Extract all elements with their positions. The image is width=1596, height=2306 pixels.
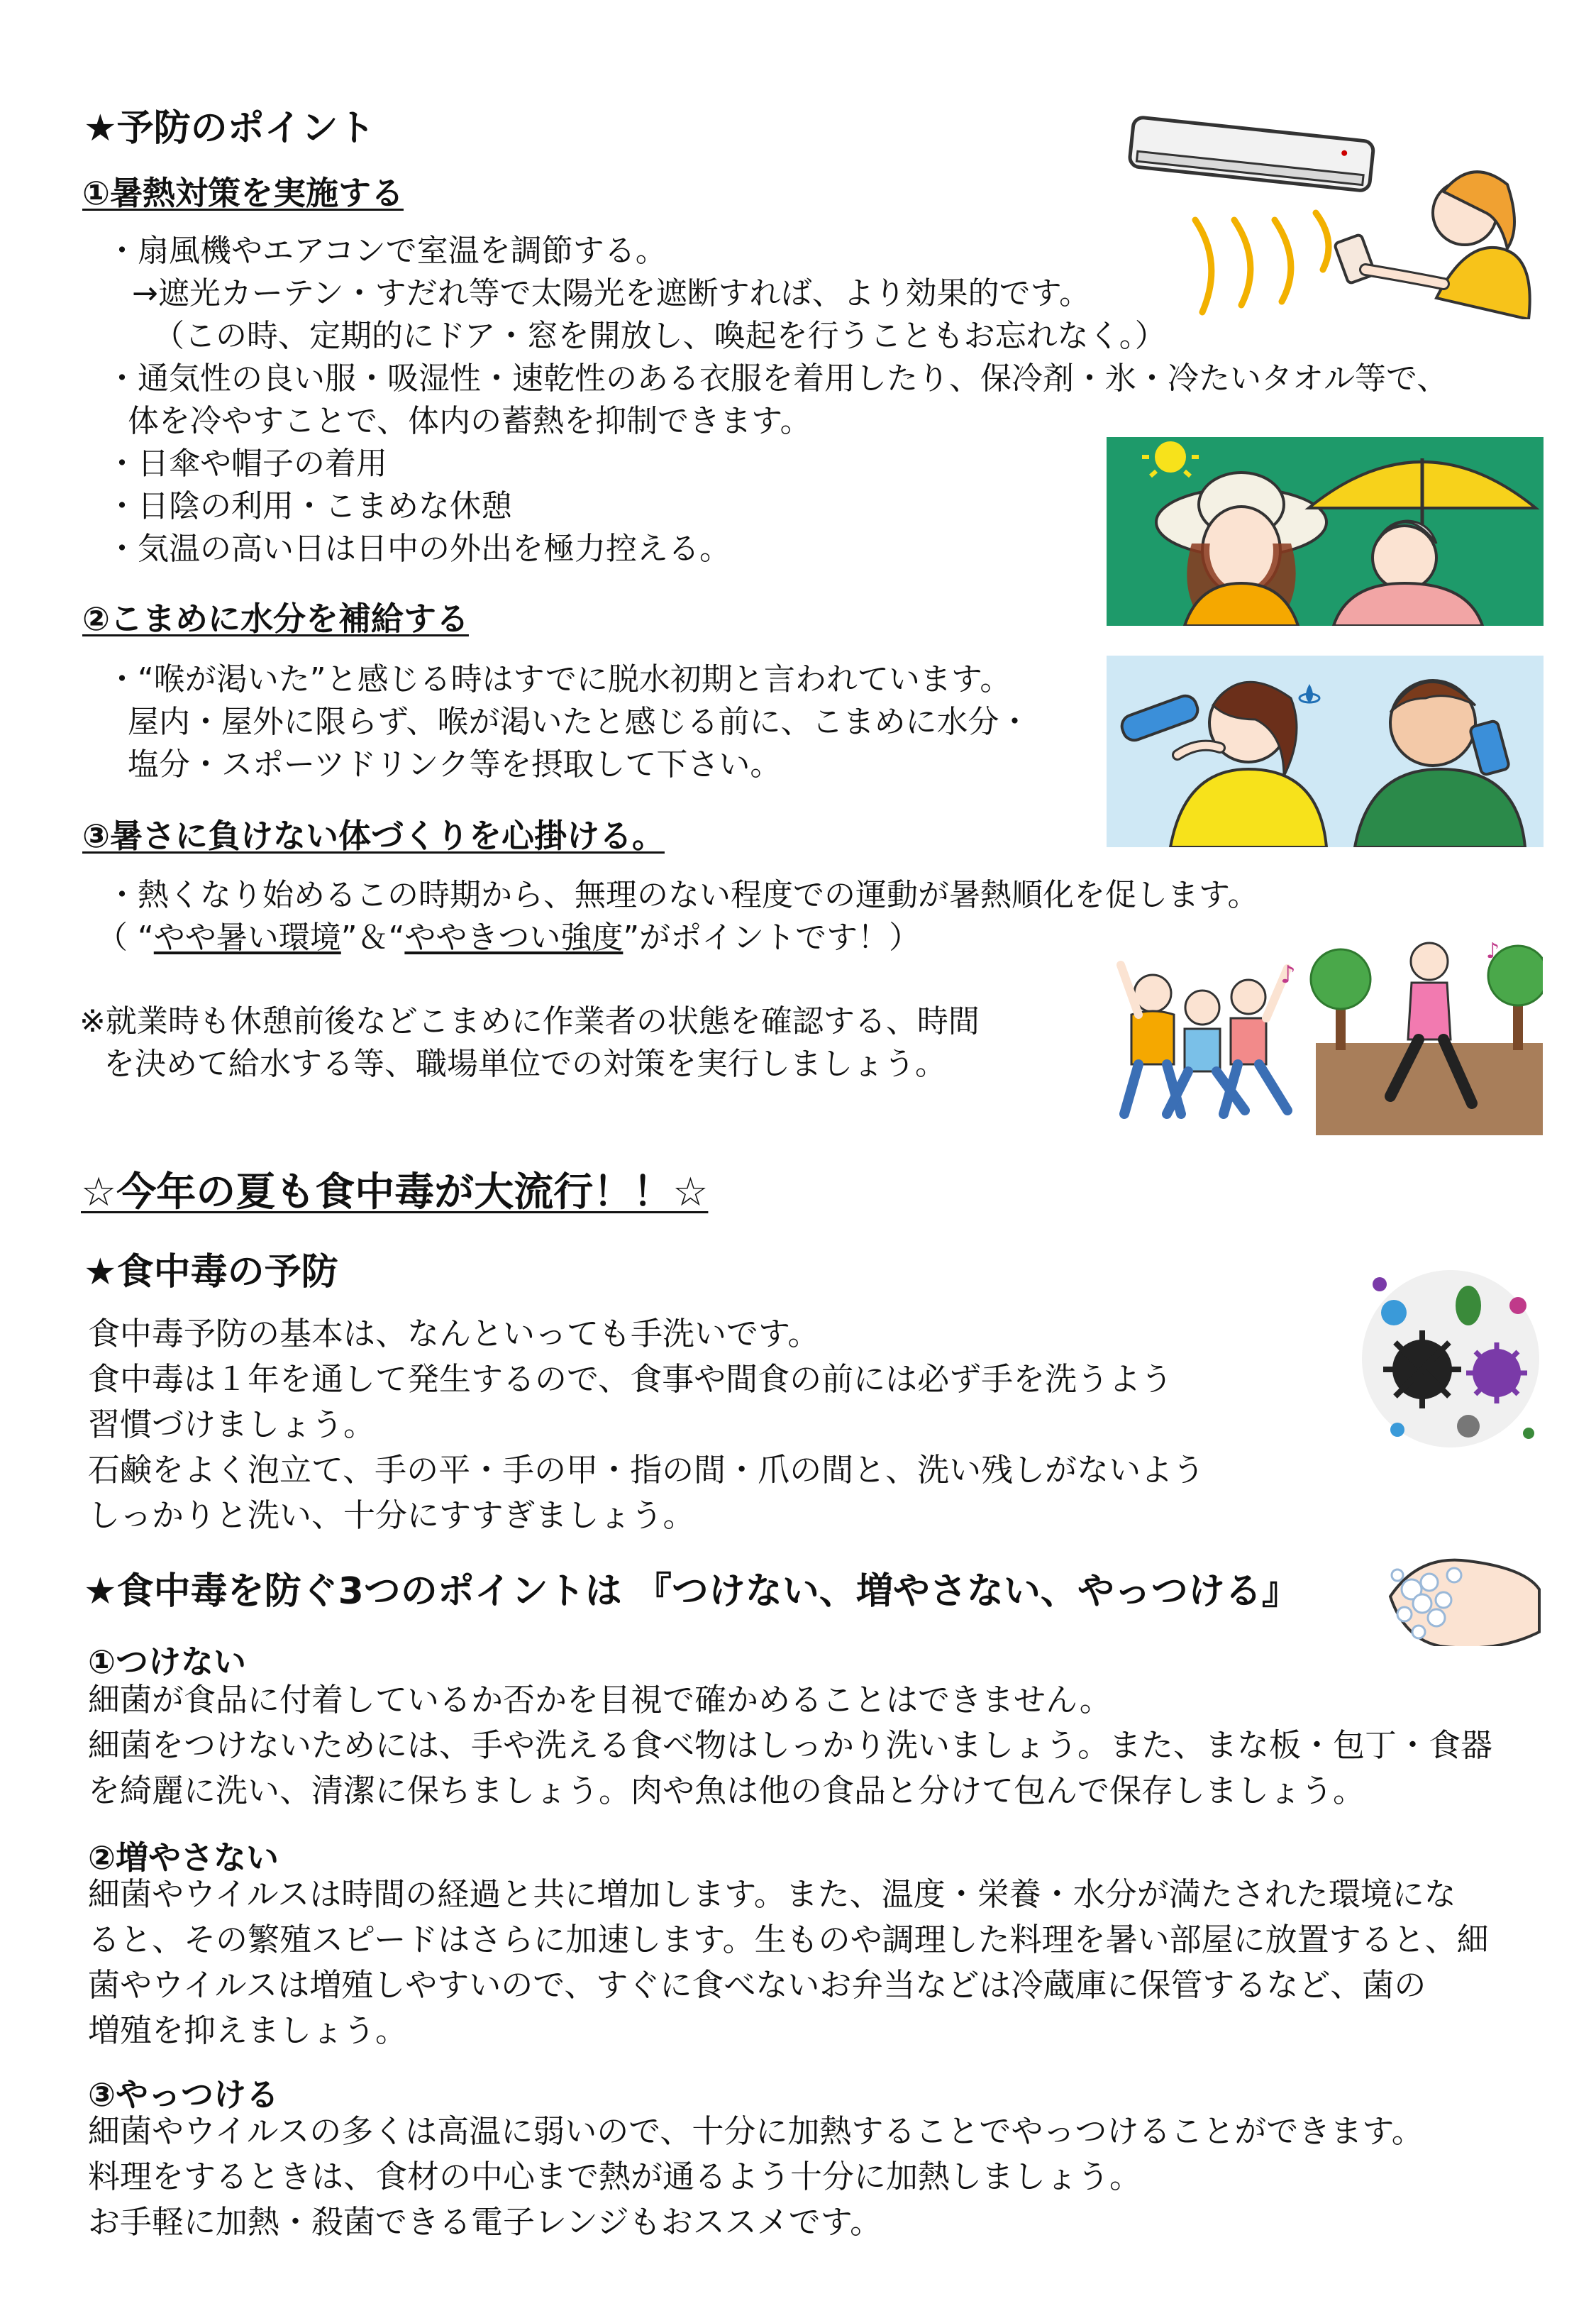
p3-line: 料理をするときは、食材の中心まで熱が通るよう十分に加熱しましょう。 [88, 2158, 1142, 2195]
handwashing-illustration [1383, 1533, 1546, 1646]
s1-line: ・気温の高い日は日中の外出を極力控える。 [106, 531, 731, 567]
prevent-line: 習慣づけましょう。 [88, 1406, 376, 1443]
section-2-body [106, 658, 1030, 786]
s1-line: →遮光カーテン・すだれ等で太陽光を遮断すれば、より効果的です。 [132, 275, 1091, 311]
p1-line: 細菌をつけないためには、手や洗える食べ物はしっかり洗いましょう。また、まな板・包丁・食器 [88, 1726, 1493, 1764]
p2-line: ると、その繁殖スピードはさらに加速します。生ものや調理した料理を暑い部屋に放置すると、細 [88, 1921, 1489, 1958]
section-1-heading: ①暑熱対策を実施する [82, 174, 404, 212]
food-prevention-body [88, 1311, 1204, 1538]
p1-line: を綺麗に洗い、清潔に保ちましょう。肉や魚は他の食品と分けて包んで保存しましょう。 [88, 1772, 1365, 1809]
s1-line: ・扇風機やエアコンで室温を調節する。 [106, 233, 667, 269]
s1-line: ・日陰の利用・こまめな休憩 [106, 488, 512, 524]
s2-line: ・“喉が渇いた”と感じる時はすでに脱水初期と言われています。 [106, 661, 1012, 697]
s2-line: 塩分・スポーツドリンク等を摂取して下さい。 [128, 746, 782, 783]
s1-line: （この時、定期的にドア・窓を開放し、喚起を行うこともお忘れなく。） [153, 318, 1166, 354]
p1-line: 細菌が食品に付着しているか否かを目視で確かめることはできません。 [88, 1681, 1112, 1719]
s3-line-2: （ “やや暑い環境”＆“ややきつい強度”がポイントです！） [96, 920, 921, 956]
point-1-body [88, 1677, 1492, 1814]
food-poisoning-banner: ☆今年の夏も食中毒が大流行！！☆ [81, 1169, 709, 1215]
point-3-body [88, 2109, 1424, 2245]
p3-line: お手軽に加熱・殺菌できる電子レンジもおススメです。 [88, 2203, 882, 2241]
walker-scene [1311, 929, 1543, 1135]
p2-line: 菌やウイルスは増殖しやすいので、すぐに食べないお弁当などは冷蔵庫に保管するなど、菌の [88, 1966, 1426, 2004]
dancers [1121, 961, 1296, 1114]
exercise-illustration [1110, 929, 1543, 1135]
s3-line: ・熱くなり始めるこの時期から、無理のない程度での運動が暑熱順化を促します。 [106, 877, 1259, 913]
prevent-line: 石鹸をよく泡立て、手の平・手の甲・指の間・爪の間と、洗い残しがないよう [88, 1451, 1205, 1489]
s1-line: ・通気性の良い服・吸湿性・速乾性のある衣服を着用したり、保冷剤・氷・冷たいタオル等で、 [106, 360, 1448, 397]
p3-line: 細菌やウイルスの多くは高温に弱いので、十分に加熱することでやっつけることができます。 [88, 2112, 1424, 2150]
note-line: ※就業時も休憩前後などこまめに作業者の状態を確認する、時間 [79, 1003, 980, 1039]
germs-illustration [1355, 1256, 1546, 1462]
section-3-body [96, 874, 1259, 959]
s1-line: ・日傘や帽子の着用 [106, 446, 387, 482]
prevent-line: しっかりと洗い、十分にすすぎましょう。 [88, 1496, 695, 1534]
air-conditioner-illustration [1110, 114, 1543, 319]
prevention-title: ★予防のポイント [84, 107, 375, 150]
workplace-note [79, 1000, 980, 1086]
p2-line: 細菌やウイルスは時間の経過と共に増加します。また、温度・栄養・水分が満たされた環境にな [88, 1875, 1456, 1913]
note-line: を決めて給水する等、職場単位での対策を実行しましょう。 [104, 1046, 946, 1082]
p2-line: 増殖を抑えましょう。 [88, 2012, 408, 2049]
prevent-line: 食中毒予防の基本は、なんといっても手洗いです。 [88, 1315, 820, 1352]
drinking-water-illustration [1107, 656, 1544, 847]
svg-text:♪: ♪ [1280, 961, 1296, 989]
section-3-heading: ③暑さに負けない体づくりを心掛ける。 [82, 817, 665, 855]
three-points-title: ★食中毒を防ぐ3つのポイントは 『つけない、増やさない、やっつける』 [84, 1570, 1299, 1613]
svg-text:♪: ♪ [1486, 939, 1500, 964]
s2-line: 屋内・屋外に限らず、喉が渇いたと感じる前に、こまめに水分・ [128, 704, 1031, 740]
s1-line: 体を冷やすことで、体内の蓄熱を抑制できます。 [128, 403, 811, 439]
point-3-title: ③やっつける [88, 2075, 279, 2114]
point-1-title: ①つけない [88, 1643, 246, 1681]
point-2-title: ②増やさない [88, 1838, 279, 1877]
section-2-heading: ②こまめに水分を補給する [82, 600, 469, 638]
point-2-body [88, 1872, 1489, 2053]
prevent-line: 食中毒は１年を通して発生するので、食事や間食の前には必ず手を洗うよう [88, 1360, 1173, 1398]
food-prevention-title: ★食中毒の予防 [84, 1251, 338, 1293]
parasol-hat-illustration [1107, 437, 1544, 626]
